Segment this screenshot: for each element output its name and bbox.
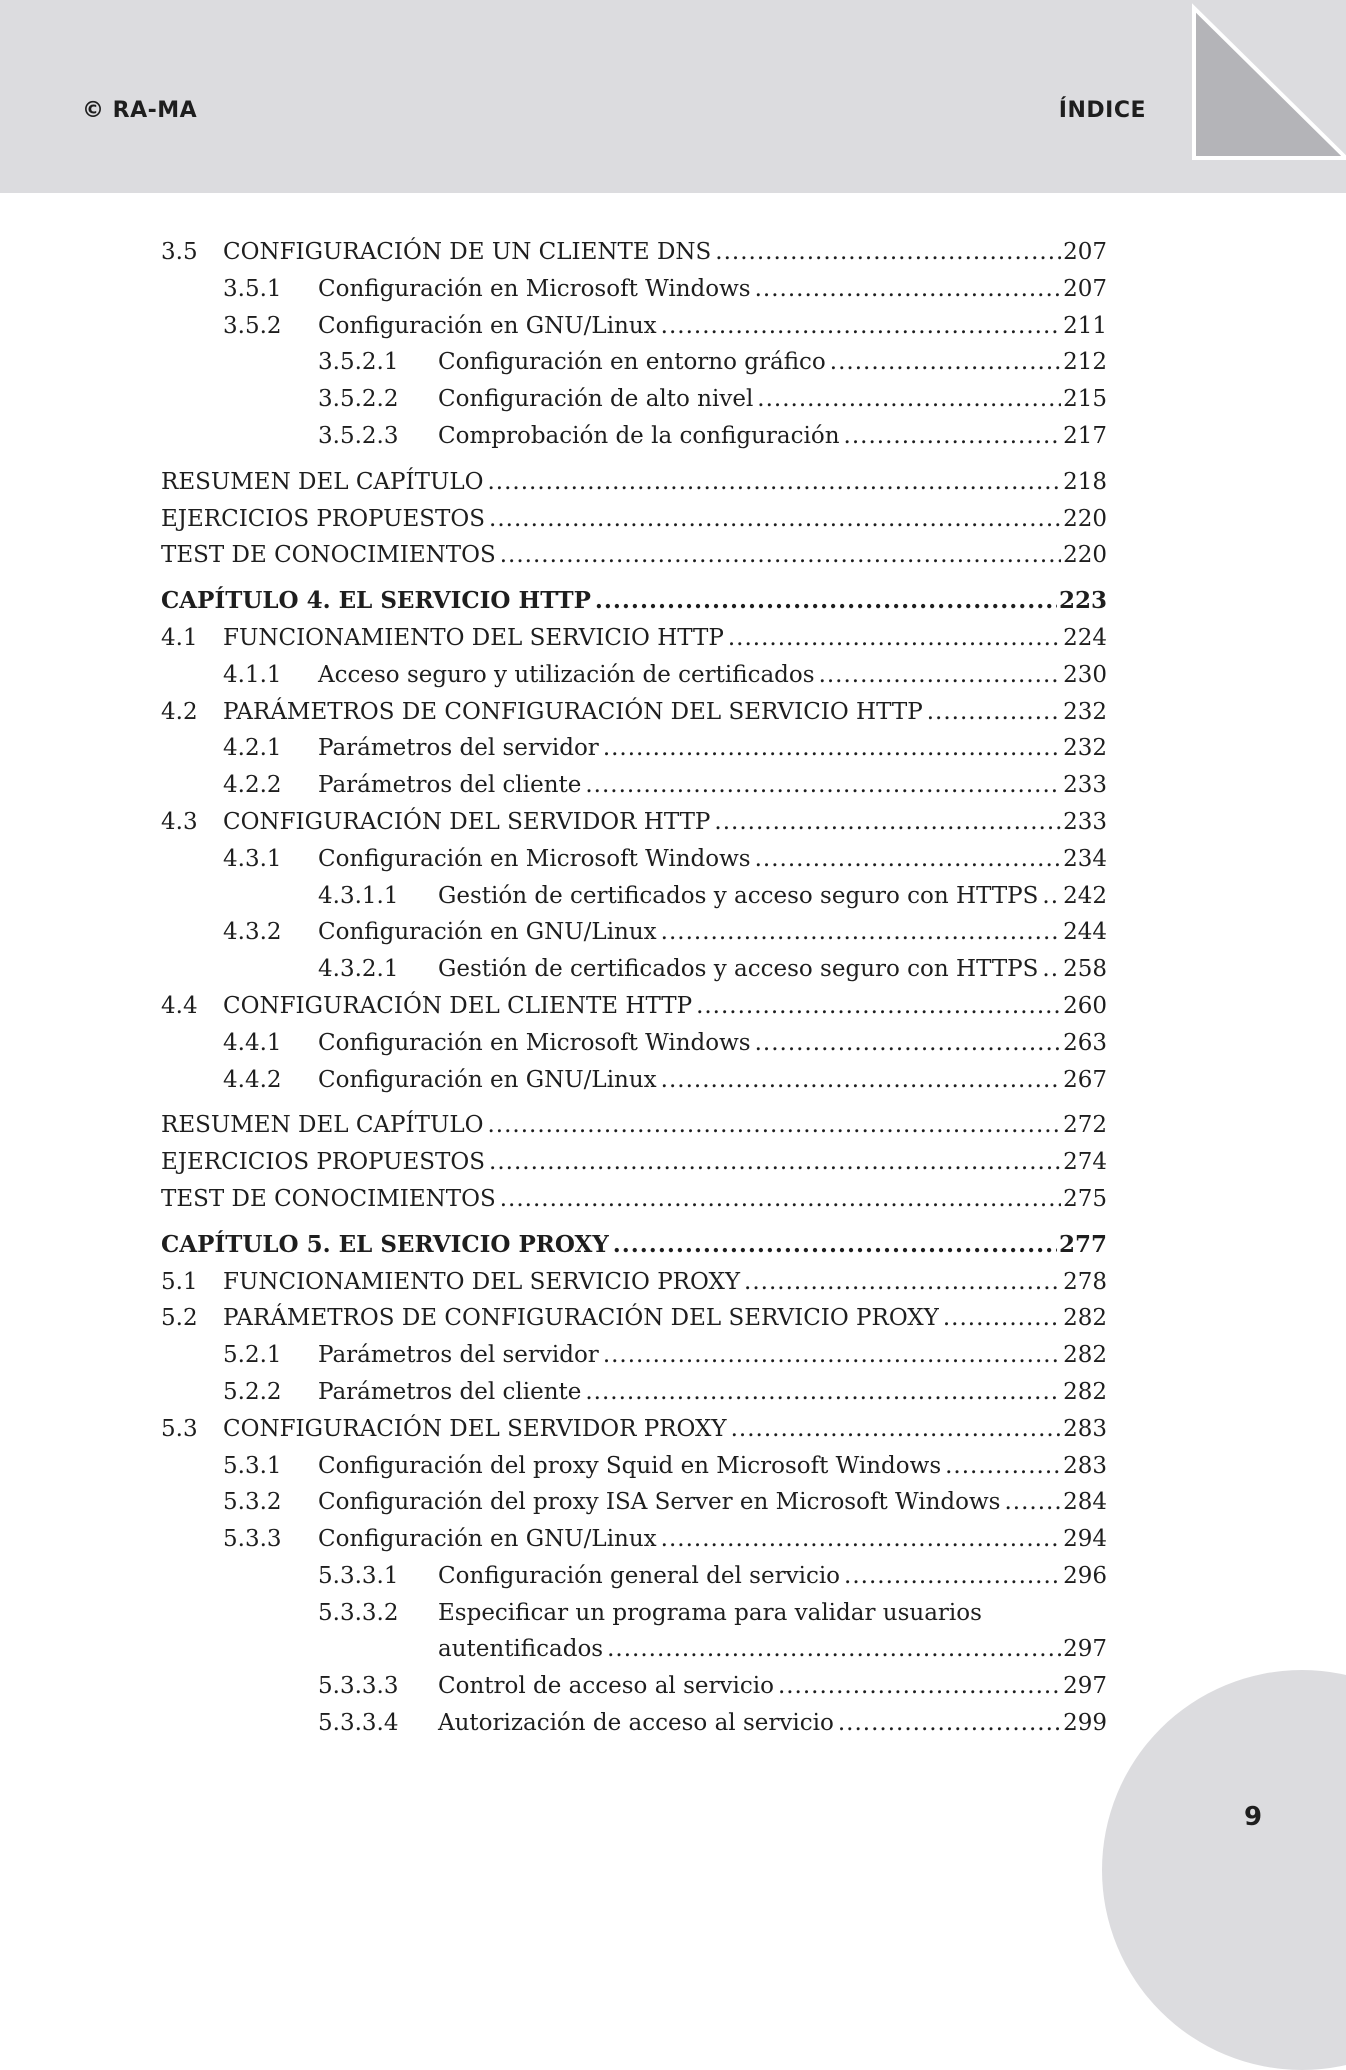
toc-entry[interactable] [161, 1300, 1107, 1337]
toc-entry-title: TEST DE CONOCIMIENTOS [161, 542, 496, 569]
toc-entry-page: 224 [1063, 624, 1107, 651]
toc-entry[interactable] [161, 1374, 1107, 1411]
toc-entry[interactable] [161, 1448, 1107, 1485]
toc-entry-title: Configuración en entorno gráfico [438, 349, 826, 376]
toc-leader-dots [661, 1062, 1061, 1099]
toc-leader-dots [945, 1448, 1061, 1485]
toc-leader-dots [927, 694, 1061, 731]
toc-leader-dots [489, 1144, 1061, 1181]
toc-entry-title: Configuración en Microsoft Windows [318, 275, 751, 302]
toc-entry-number: 4.1.1 [223, 661, 282, 688]
toc-entry[interactable] [161, 694, 1107, 731]
toc-leader-dots [844, 418, 1061, 455]
toc-entry[interactable] [161, 1705, 1107, 1742]
toc-entry-page: 263 [1063, 1029, 1107, 1056]
toc-entry-title: Configuración del proxy Squid en Microsoft Windows [318, 1452, 942, 1479]
toc-entry-title: CONFIGURACIÓN DEL CLIENTE HTTP [223, 992, 693, 1019]
toc-entry[interactable] [161, 1107, 1107, 1144]
toc-entry-title: RESUMEN DEL CAPÍTULO [161, 468, 484, 495]
toc-entry[interactable] [161, 1062, 1107, 1099]
toc-leader-dots [661, 914, 1061, 951]
toc-entry-number: 5.3.3.4 [318, 1710, 399, 1737]
toc-entry-number: 5.3.3.3 [318, 1673, 399, 1700]
toc-entry[interactable] [161, 1595, 1107, 1632]
toc-entry-page: 232 [1063, 698, 1107, 725]
page-number: 9 [1243, 1802, 1263, 1832]
toc-leader-dots [607, 1631, 1061, 1668]
toc-entry-number: 4.1 [161, 624, 198, 651]
toc-entry[interactable] [161, 1264, 1107, 1301]
toc-entry[interactable] [161, 1144, 1107, 1181]
toc-entry-title: Configuración en GNU/Linux [318, 1066, 657, 1093]
toc-entry-number: 5.2.1 [223, 1342, 282, 1369]
toc-entry[interactable] [161, 271, 1107, 308]
toc-entry-page: 242 [1063, 882, 1107, 909]
toc-entry-number: 5.2.2 [223, 1378, 282, 1405]
toc-entry[interactable] [161, 730, 1107, 767]
toc-entry-page: 215 [1063, 386, 1107, 413]
toc-entry[interactable] [161, 418, 1107, 455]
toc-entry-title: Parámetros del servidor [318, 1342, 599, 1369]
toc-entry-title: Parámetros del cliente [318, 772, 582, 799]
toc-entry-page: 282 [1063, 1378, 1107, 1405]
toc-entry-page: 220 [1063, 542, 1107, 569]
toc-leader-dots [714, 804, 1061, 841]
toc-leader-dots [744, 1264, 1061, 1301]
toc-entry-page: 207 [1063, 275, 1107, 302]
toc-chapter-entry[interactable] [161, 583, 1107, 620]
toc-entry-page: 283 [1063, 1415, 1107, 1442]
toc-entry[interactable] [161, 381, 1107, 418]
toc-leader-dots [830, 344, 1061, 381]
toc-entry[interactable] [161, 1484, 1107, 1521]
toc-leader-dots [585, 1374, 1061, 1411]
toc-entry-page: 220 [1063, 505, 1107, 532]
toc-entry-title-continued: autentificados [438, 1636, 604, 1663]
toc-entry-title: Parámetros del cliente [318, 1378, 582, 1405]
toc-entry-page: 274 [1063, 1149, 1107, 1176]
toc-entry[interactable] [161, 657, 1107, 694]
page-number-badge [1102, 1670, 1346, 2070]
toc-entry[interactable] [161, 1181, 1107, 1218]
toc-entry-page: 284 [1063, 1489, 1107, 1516]
toc-entry-title: Configuración general del servicio [438, 1562, 841, 1589]
toc-leader-dots [1004, 1484, 1061, 1521]
toc-leader-dots [755, 1025, 1061, 1062]
toc-entry-page: 223 [1058, 587, 1107, 615]
toc-entry-title: Configuración en Microsoft Windows [318, 845, 751, 872]
toc-entry-page: 297 [1063, 1673, 1107, 1700]
toc-entry-page: 211 [1063, 312, 1107, 339]
toc-entry-page: 294 [1063, 1526, 1107, 1553]
toc-leader-dots [595, 583, 1057, 620]
toc-leader-dots [755, 841, 1061, 878]
table-of-contents [161, 234, 1107, 1742]
toc-entry-number: 4.3.1.1 [318, 882, 399, 909]
toc-entry[interactable] [161, 951, 1107, 988]
toc-leader-dots [500, 537, 1061, 574]
toc-entry-page: 282 [1063, 1305, 1107, 1332]
toc-entry-page: 230 [1063, 661, 1107, 688]
toc-entry[interactable] [161, 344, 1107, 381]
toc-entry-title: Configuración en GNU/Linux [318, 312, 657, 339]
toc-entry-title: Configuración en GNU/Linux [318, 919, 657, 946]
toc-entry-number: 3.5.2.2 [318, 386, 399, 413]
toc-entry-number: 4.3.2 [223, 919, 282, 946]
toc-entry-page: 258 [1063, 956, 1107, 983]
toc-entry[interactable] [161, 537, 1107, 574]
toc-entry-title: TEST DE CONOCIMIENTOS [161, 1185, 496, 1212]
toc-leader-dots [731, 1411, 1061, 1448]
toc-entry-page: 232 [1063, 735, 1107, 762]
toc-entry-title: Acceso seguro y utilización de certificados [318, 661, 815, 688]
toc-leader-dots [1042, 951, 1061, 988]
toc-entry-title: EJERCICIOS PROPUESTOS [161, 505, 486, 532]
toc-entry-title: EJERCICIOS PROPUESTOS [161, 1149, 486, 1176]
toc-leader-dots [844, 1558, 1061, 1595]
toc-entry-title: PARÁMETROS DE CONFIGURACIÓN DEL SERVICIO HTTP [223, 698, 923, 725]
toc-entry-page: 207 [1063, 239, 1107, 265]
toc-entry-continuation[interactable] [161, 1631, 1107, 1668]
toc-entry-page: 233 [1063, 772, 1107, 799]
toc-leader-dots [943, 1300, 1061, 1337]
toc-entry-title: CAPÍTULO 4. EL SERVICIO HTTP [161, 587, 591, 615]
toc-entry-number: 4.4 [161, 992, 198, 1019]
toc-leader-dots [755, 271, 1061, 308]
section-label: ÍNDICE [1058, 98, 1146, 123]
toc-entry-page: 277 [1058, 1230, 1107, 1258]
toc-entry-title: Gestión de certificados y acceso seguro con HTTPS [438, 956, 1039, 983]
toc-entry-number: 3.5.1 [223, 275, 282, 302]
toc-entry-number: 5.3 [161, 1415, 198, 1442]
toc-entry-number: 3.5 [161, 239, 198, 265]
toc-entry-page: 233 [1063, 808, 1107, 835]
toc-entry-title: Especificar un programa para validar usuarios [438, 1599, 982, 1626]
toc-entry-title: PARÁMETROS DE CONFIGURACIÓN DEL SERVICIO PROXY [223, 1305, 939, 1332]
toc-entry-number: 4.2 [161, 698, 198, 725]
toc-entry-title: FUNCIONAMIENTO DEL SERVICIO HTTP [223, 624, 724, 651]
toc-entry-title: CONFIGURACIÓN DEL SERVIDOR PROXY [223, 1415, 727, 1442]
toc-entry-number: 5.3.3.1 [318, 1562, 399, 1589]
toc-leader-dots [603, 730, 1061, 767]
toc-leader-dots [500, 1181, 1061, 1218]
toc-entry-page: 218 [1063, 468, 1107, 495]
toc-entry-title: CONFIGURACIÓN DE UN CLIENTE DNS [223, 239, 712, 265]
toc-entry-number: 5.1 [161, 1268, 198, 1295]
toc-entry-page: 283 [1063, 1452, 1107, 1479]
toc-entry[interactable] [161, 988, 1107, 1025]
toc-entry-number: 5.3.1 [223, 1452, 282, 1479]
toc-leader-dots [696, 988, 1061, 1025]
toc-entry[interactable] [161, 464, 1107, 501]
toc-entry[interactable] [161, 1337, 1107, 1374]
toc-entry[interactable] [161, 767, 1107, 804]
toc-entry-title: Configuración en Microsoft Windows [318, 1029, 751, 1056]
toc-entry-number: 5.3.3 [223, 1526, 282, 1553]
toc-leader-dots [489, 501, 1061, 538]
toc-entry-title: Control de acceso al servicio [438, 1673, 774, 1700]
toc-leader-dots [728, 620, 1061, 657]
toc-entry-title: Configuración de alto nivel [438, 386, 754, 413]
publisher-label: © RA-MA [82, 98, 198, 123]
toc-entry-page: 272 [1063, 1112, 1107, 1139]
toc-entry[interactable] [161, 620, 1107, 657]
toc-entry-page: 212 [1063, 349, 1107, 376]
toc-entry-number: 4.4.2 [223, 1066, 282, 1093]
toc-leader-dots [778, 1668, 1061, 1705]
toc-entry-number: 4.3.2.1 [318, 956, 399, 983]
toc-entry-page: 234 [1063, 845, 1107, 872]
toc-leader-dots [613, 1227, 1057, 1264]
toc-entry-page: 297 [1063, 1636, 1107, 1663]
toc-entry-number: 3.5.2.1 [318, 349, 399, 376]
toc-leader-dots [1042, 878, 1061, 915]
toc-entry-number: 4.3 [161, 808, 198, 835]
toc-entry[interactable] [161, 841, 1107, 878]
page-header [0, 0, 1346, 193]
toc-entry-number: 5.3.3.2 [318, 1599, 399, 1626]
toc-entry-page: 296 [1063, 1562, 1107, 1589]
toc-chapter-entry[interactable] [161, 1227, 1107, 1264]
toc-leader-dots [661, 308, 1061, 345]
toc-entry-page: 275 [1063, 1185, 1107, 1212]
toc-leader-dots [819, 657, 1061, 694]
toc-leader-dots [838, 1705, 1061, 1742]
toc-entry[interactable] [161, 1558, 1107, 1595]
toc-entry-number: 4.2.1 [223, 735, 282, 762]
toc-entry[interactable] [161, 1025, 1107, 1062]
toc-entry[interactable] [161, 1668, 1107, 1705]
toc-entry-number: 4.2.2 [223, 772, 282, 799]
toc-entry-title: Autorización de acceso al servicio [438, 1710, 834, 1737]
toc-entry-number: 5.2 [161, 1305, 198, 1332]
toc-entry-page: 299 [1063, 1710, 1107, 1737]
toc-leader-dots [757, 381, 1061, 418]
toc-entry-title: RESUMEN DEL CAPÍTULO [161, 1112, 484, 1139]
toc-entry-page: 217 [1063, 422, 1107, 449]
toc-entry-title: CONFIGURACIÓN DEL SERVIDOR HTTP [223, 808, 711, 835]
toc-entry-page: 282 [1063, 1342, 1107, 1369]
toc-leader-dots [603, 1337, 1061, 1374]
toc-entry-page: 244 [1063, 919, 1107, 946]
toc-entry-title: Configuración en GNU/Linux [318, 1526, 657, 1553]
toc-leader-dots [487, 1107, 1061, 1144]
toc-leader-dots [661, 1521, 1061, 1558]
toc-entry-title: Comprobación de la configuración [438, 422, 840, 449]
toc-entry-number: 4.4.1 [223, 1029, 282, 1056]
toc-entry-page: 267 [1063, 1066, 1107, 1093]
toc-entry[interactable] [161, 804, 1107, 841]
toc-entry-title: Gestión de certificados y acceso seguro con HTTPS [438, 882, 1039, 909]
toc-entry[interactable] [161, 1521, 1107, 1558]
toc-leader-dots [585, 767, 1061, 804]
toc-entry[interactable] [161, 1411, 1107, 1448]
toc-entry-number: 3.5.2 [223, 312, 282, 339]
toc-leader-dots [487, 464, 1061, 501]
toc-entry[interactable] [161, 308, 1107, 345]
toc-leader-dots [715, 234, 1061, 271]
toc-entry-title: FUNCIONAMIENTO DEL SERVICIO PROXY [223, 1268, 741, 1295]
page-corner-fold [1174, 0, 1346, 193]
toc-entry-title: CAPÍTULO 5. EL SERVICIO PROXY [161, 1230, 609, 1258]
toc-entry-title: Parámetros del servidor [318, 735, 599, 762]
toc-entry-number: 4.3.1 [223, 845, 282, 872]
toc-entry[interactable] [161, 234, 1107, 271]
toc-entry[interactable] [161, 914, 1107, 951]
toc-entry-number: 3.5.2.3 [318, 422, 399, 449]
toc-entry[interactable] [161, 501, 1107, 538]
toc-entry-page: 278 [1063, 1268, 1107, 1295]
toc-entry-page: 260 [1063, 992, 1107, 1019]
toc-entry-number: 5.3.2 [223, 1489, 282, 1516]
toc-entry[interactable] [161, 878, 1107, 915]
toc-entry-title: Configuración del proxy ISA Server en Microsoft Windows [318, 1489, 1001, 1516]
